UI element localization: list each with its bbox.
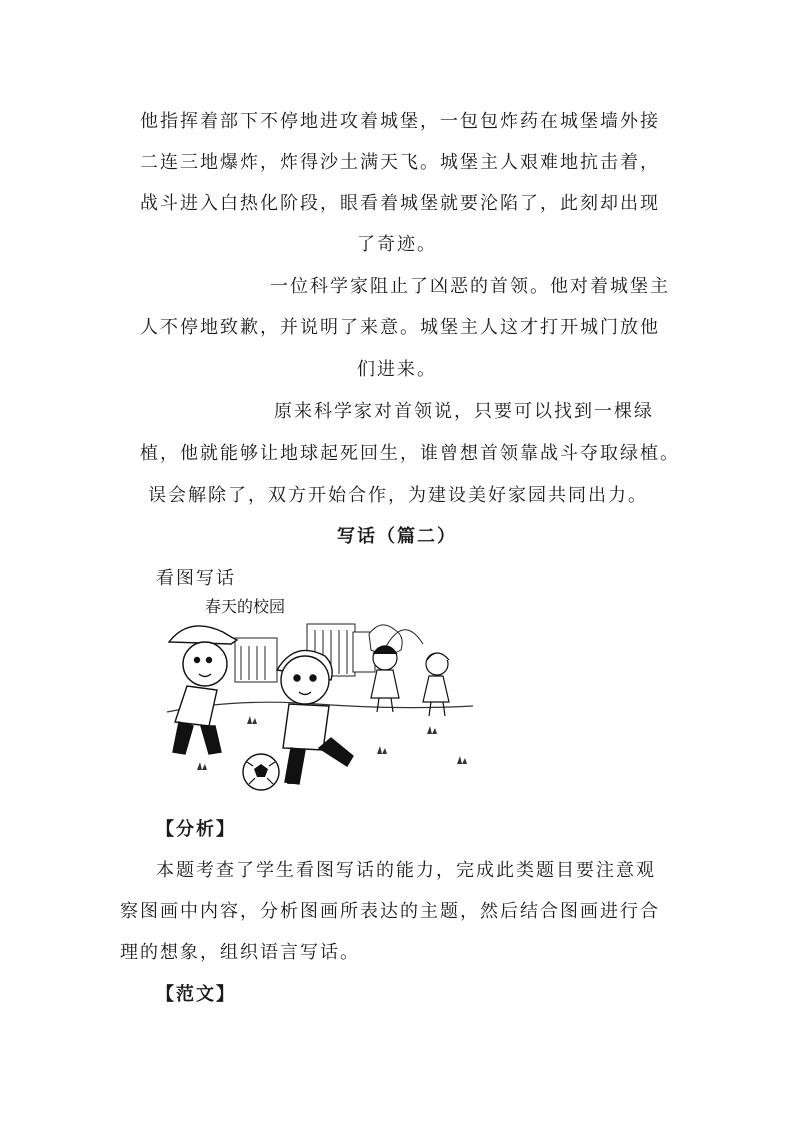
story-line-2: 二连三地爆炸，炸得沙土满天飞。城堡主人艰难地抗击着， — [140, 152, 660, 173]
story-line-3: 战斗进入白热化阶段，眼看着城堡就要沦陷了，此刻却出现 — [140, 193, 660, 214]
soccer-ball — [243, 754, 279, 790]
analysis-line-1: 本题考查了学生看图写话的能力，完成此类题目要注意观 — [156, 860, 656, 881]
story-line-5: 一位科学家阻止了凶恶的首领。他对着城堡主 — [270, 276, 670, 297]
analysis-line-3: 理的想象，组织语言写话。 — [120, 942, 360, 963]
analysis-line-2: 察图画中内容，分析图画所表达的主题，然后结合图画进行合 — [120, 901, 660, 922]
story-line-4: 了奇迹。 — [357, 234, 437, 255]
story-line-7: 们进来。 — [357, 359, 437, 380]
picture-caption: 春天的校园 — [205, 599, 286, 616]
story-line-8: 原来科学家对首领说，只要可以找到一棵绿 — [274, 401, 654, 422]
section-prompt: 看图写话 — [156, 568, 236, 589]
girl-1 — [371, 646, 399, 712]
boy-with-cap — [169, 626, 237, 754]
analysis-heading: 【分析】 — [156, 819, 236, 840]
spring-campus-illustration — [157, 594, 473, 798]
illustration-svg — [157, 594, 473, 798]
sample-essay-heading: 【范文】 — [156, 984, 236, 1005]
story-line-10: 误会解除了，双方开始合作，为建设美好家园共同出力。 — [148, 485, 648, 506]
story-line-9: 植，他就能够让地球起死回生，谁曾想首领靠战斗夺取绿植。 — [140, 443, 680, 464]
story-line-1: 他指挥着部下不停地进攻着城堡，一包包炸药在城堡墙外接 — [140, 111, 660, 132]
story-line-6: 人不停地致歉，并说明了来意。城堡主人这才打开城门放他 — [140, 317, 660, 338]
section-title: 写话（篇二） — [337, 526, 457, 547]
